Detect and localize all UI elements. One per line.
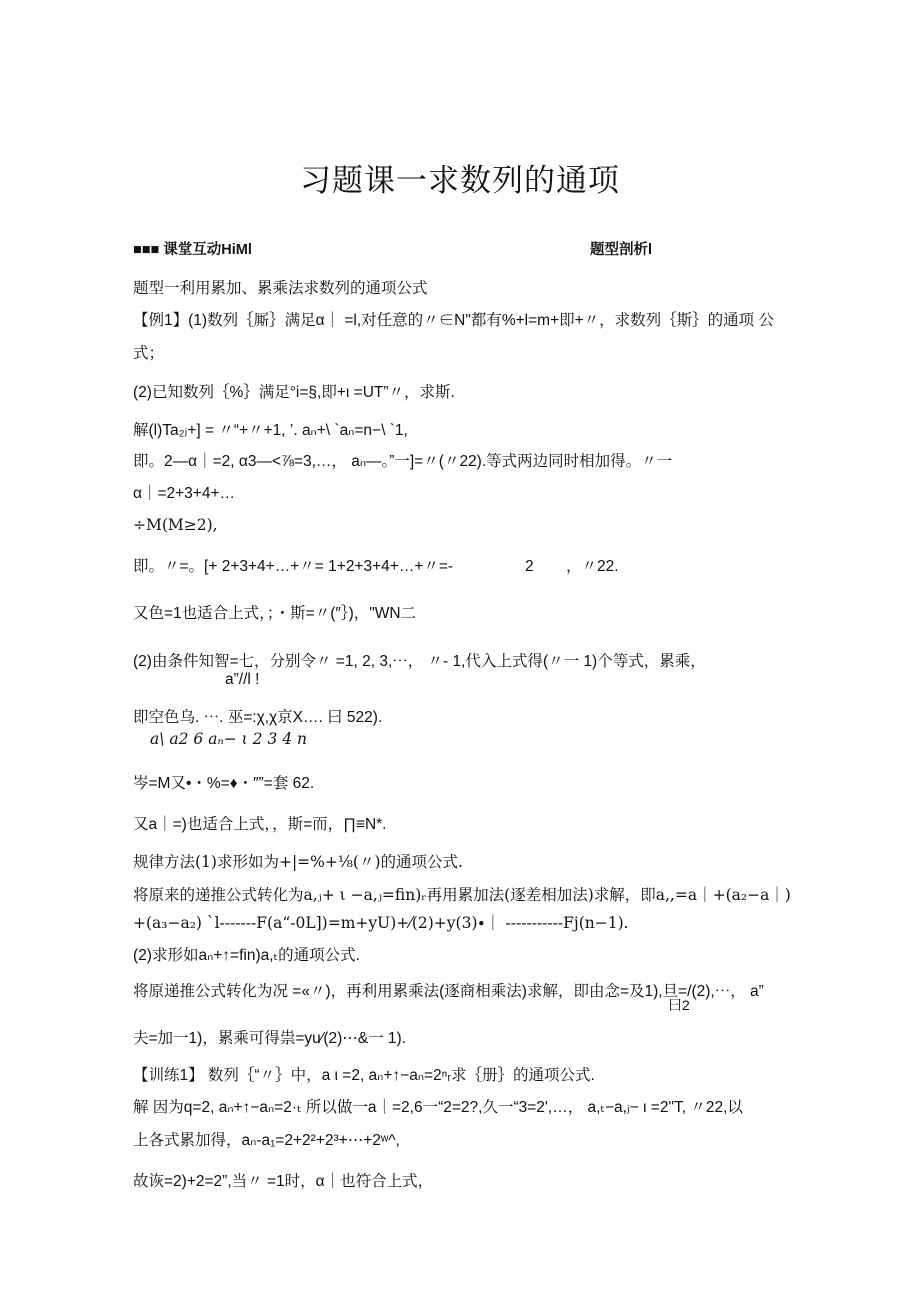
- exercise-1-solution-line-3: 故诙=2)+2=2”,当〃 =1时，α｜也符合上式，: [133, 1173, 434, 1190]
- section-header-left: ■■■ 课堂互动HiMl: [133, 242, 252, 258]
- solution-line-4: ÷M(M≥2),: [133, 516, 218, 534]
- method-line-4: 将原递推公式转化为况 =«〃)，再利用累乘法(逐商相乘法)求解，即由念=及1),旦=/(2),⋯， a”: [133, 983, 764, 1000]
- solution-line-5: 即。〃=。[+ 2+3+4+…+〃= 1+2+3+4+…+〃=-: [133, 558, 454, 575]
- part-2-line-2: 即空色乌. ⋯. 巫=:χ,χ京X…. 曰 522).: [133, 709, 383, 726]
- exercise-1-solution-line-2: 上各式累加得，aₙ-a₁=2+2²+2³+⋯+2ʷ^,: [133, 1132, 400, 1149]
- solution-line-5-fraction: 2: [525, 558, 534, 575]
- solution-line-5-tail: ，〃22.: [566, 558, 619, 575]
- method-line-1: 将原来的递推公式转化为a,ⱼ+ ι −a,ⱼ=fin)ᵣ再用累加法(逐差相加法)求解，即a,,=a｜+(a₂−a｜): [133, 886, 791, 904]
- part-2-line-4: 又a｜=)也适合上式，，斯=而，∏≡N*.: [133, 816, 387, 833]
- part-2-line-2-sub: a\ a2 6 aₙ− ι 2 3 4 n: [150, 730, 307, 748]
- page-title: 习题课一求数列的通项: [300, 163, 620, 199]
- method-line-4-sub: 曰2: [668, 997, 690, 1013]
- solution-line-1: 解(l)Ta₂ⱼ+] = 〃“+〃+1, ’. aₙ+\ `aₙ=n−\ `1,: [133, 422, 408, 439]
- section-header-right: 题型剖析l: [590, 242, 653, 258]
- solution-line-6: 又色=1也适合上式，；・斯=〃(″｝)，"WN二: [133, 605, 417, 622]
- part-2-line-1: (2)由条件知智=七，分别令〃 =1, 2, 3,⋯， 〃- 1,代入上式得(〃一 1)个等式，累乘，: [133, 653, 706, 670]
- solution-line-2: 即。2—α｜=2, α3—<⅞=3,…， aₙ—。”一]=〃(〃22).等式两边同时相加得。〃一: [133, 453, 673, 470]
- example-1-part-2: (2)已知数列｛%｝满足°i=§,即+ι =UT”〃，求斯.: [133, 384, 455, 401]
- part-2-line-3: 岑=M又•・%=♦・″”=套 62.: [133, 775, 315, 792]
- topic-heading: 题型一利用累加、累乘法求数列的通项公式: [133, 279, 428, 297]
- part-2-line-1-sub: a”//l !: [225, 671, 260, 688]
- exercise-1-solution-line-1: 解 因为q=2, aₙ+↑−aₙ=2·ₜ 所以做一a｜=2,6一“2=2?,久一“3=2',…， a,ₜ−a,ⱼ− ι =2"T, 〃22,以: [133, 1099, 743, 1116]
- method-heading: 规律方法(1)求形如为+|=%+⅛(〃)的通项公式.: [133, 853, 463, 871]
- solution-line-3: α｜=2+3+4+…: [133, 485, 236, 502]
- exercise-1-statement: 【训练1】 数列｛“〃｝中，a ι =2, aₙ+↑−aₙ=2ⁿᵣ求｛册｝的通项公式.: [133, 1067, 595, 1084]
- method-line-2: +(a₃−a₂) `l-------F(a“-0L])=m+yU)+⁄(2)+y(3)∙｜ -----------Fj(n−1).: [133, 914, 629, 932]
- example-1-statement: 【例1】(1)数列｛厮｝满足α｜ =l,对任意的〃∈N"都有%+l=m+即+〃，求数列｛斯｝的通项 公: [133, 312, 774, 329]
- method-line-3: (2)求形如aₙ+↑=fin)a,ₜ的通项公式.: [133, 947, 360, 964]
- example-1-statement-cont: 式；: [133, 344, 165, 362]
- method-line-5: 夫=加一1)，累乘可得祟=yu⁄(2)⋯&一 1).: [133, 1030, 407, 1047]
